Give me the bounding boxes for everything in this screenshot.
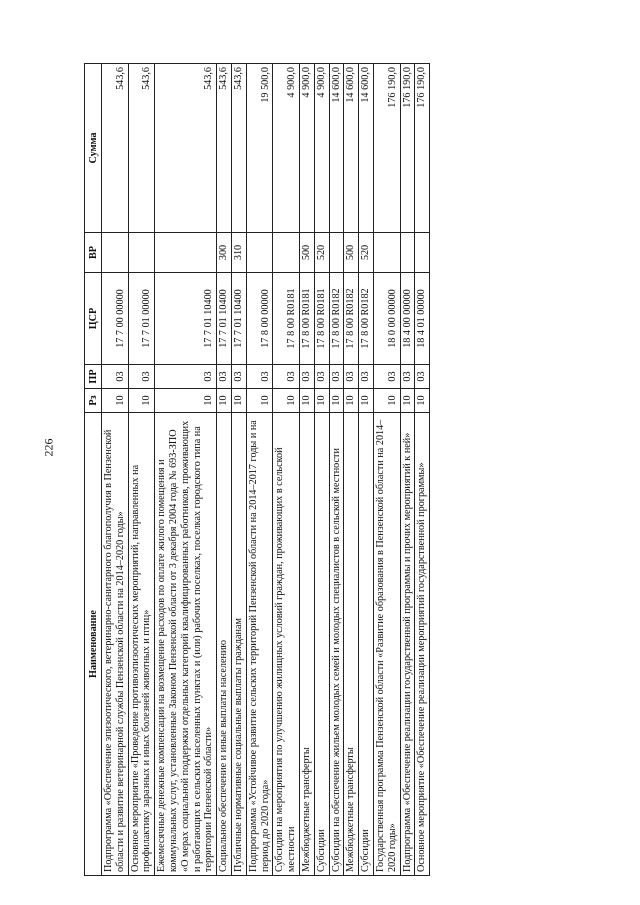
table-row: [231, 64, 246, 876]
cell-sum: 4 900,0: [273, 64, 300, 233]
cell-vr: [400, 233, 415, 273]
cell-pr: 03: [246, 365, 273, 389]
table-body: [102, 64, 430, 876]
cell-name: Субсидии: [359, 413, 374, 876]
table-row: [128, 64, 155, 876]
cell-vr: 500: [299, 233, 314, 273]
cell-csr: 17 7 01 10400: [217, 273, 232, 365]
header-name: Наименование: [85, 413, 102, 876]
cell-sum: 4 900,0: [299, 64, 314, 233]
table-row: [314, 64, 329, 876]
cell-vr: [373, 233, 400, 273]
cell-pr: 03: [102, 365, 129, 389]
cell-csr: 18 4 00 00000: [400, 273, 415, 365]
cell-sum: 4 900,0: [314, 64, 329, 233]
cell-pr: 03: [128, 365, 155, 389]
cell-vr: [329, 233, 344, 273]
table-row: [246, 64, 273, 876]
cell-rz: 10: [128, 389, 155, 413]
table-row: [299, 64, 314, 876]
cell-name: Основное мероприятие «Обеспечение реализации мероприятий государственной программы»: [415, 413, 430, 876]
cell-name: Подпрограмма «Обеспечение реализации государственной программы и прочих мероприятий к ней»: [400, 413, 415, 876]
cell-pr: 03: [344, 365, 359, 389]
cell-vr: [102, 233, 129, 273]
cell-name: Подпрограмма «Обеспечение эпизоотического, ветеринарно-санитарного благополучия в Пензенской области и развитие ветеринарной службы Пензенской области на 2014–2020 годы»: [102, 413, 129, 876]
cell-sum: 543,6: [128, 64, 155, 233]
cell-sum: 176 190,0: [415, 64, 430, 233]
cell-rz: 10: [415, 389, 430, 413]
header-pr: ПР: [85, 365, 102, 389]
cell-pr: 03: [217, 365, 232, 389]
cell-vr: [128, 233, 155, 273]
cell-sum: 14 600,0: [329, 64, 344, 233]
cell-rz: 10: [155, 389, 217, 413]
table-row: [329, 64, 344, 876]
cell-rz: 10: [299, 389, 314, 413]
cell-vr: [415, 233, 430, 273]
cell-pr: 03: [359, 365, 374, 389]
cell-pr: 03: [231, 365, 246, 389]
cell-csr: 17 7 01 00000: [128, 273, 155, 365]
cell-csr: 18 4 01 00000: [415, 273, 430, 365]
cell-name: Субсидии на обеспечение жильем молодых семей и молодых специалистов в сельской местности: [329, 413, 344, 876]
cell-csr: 17 8 00 R0181: [314, 273, 329, 365]
cell-sum: 543,6: [102, 64, 129, 233]
cell-name: Основное мероприятие «Проведение противоэпизоотических мероприятий, направленных на профилактику заразных и иных болезней животных и птиц»: [128, 413, 155, 876]
cell-sum: 543,6: [217, 64, 232, 233]
cell-rz: 10: [246, 389, 273, 413]
cell-pr: 03: [273, 365, 300, 389]
cell-vr: [246, 233, 273, 273]
cell-rz: 10: [273, 389, 300, 413]
cell-rz: 10: [102, 389, 129, 413]
cell-csr: 17 7 01 10400: [155, 273, 217, 365]
cell-csr: 17 8 00 R0182: [359, 273, 374, 365]
cell-csr: 17 8 00 R0182: [344, 273, 359, 365]
cell-rz: 10: [217, 389, 232, 413]
header-sum: Сумма: [85, 64, 102, 233]
cell-vr: 520: [314, 233, 329, 273]
table-row: [102, 64, 129, 876]
cell-rz: 10: [329, 389, 344, 413]
cell-csr: 17 8 00 00000: [246, 273, 273, 365]
cell-rz: 10: [231, 389, 246, 413]
cell-sum: 543,6: [155, 64, 217, 233]
cell-rz: 10: [344, 389, 359, 413]
cell-name: Межбюджетные трансферты: [299, 413, 314, 876]
cell-pr: 03: [314, 365, 329, 389]
budget-table: [84, 63, 430, 876]
cell-sum: 14 600,0: [344, 64, 359, 233]
cell-pr: 03: [415, 365, 430, 389]
cell-pr: 03: [329, 365, 344, 389]
cell-csr: 17 8 00 R0181: [299, 273, 314, 365]
header-rz: Рз: [85, 389, 102, 413]
cell-pr: 03: [299, 365, 314, 389]
table-row: [217, 64, 232, 876]
cell-sum: 543,6: [231, 64, 246, 233]
cell-name: Государственная программа Пензенской области «Развитие образования в Пензенской области на 2014–2020 годы»: [373, 413, 400, 876]
table-row: [273, 64, 300, 876]
cell-vr: 310: [231, 233, 246, 273]
cell-sum: 176 190,0: [400, 64, 415, 233]
cell-csr: 17 8 00 R0181: [273, 273, 300, 365]
page-number: 226: [41, 438, 56, 457]
cell-name: Публичные нормативные социальные выплаты гражданам: [231, 413, 246, 876]
table-row: [344, 64, 359, 876]
cell-csr: 17 8 00 R0182: [329, 273, 344, 365]
cell-rz: 10: [314, 389, 329, 413]
cell-vr: [155, 233, 217, 273]
cell-sum: 19 500,0: [246, 64, 273, 233]
table-row: [359, 64, 374, 876]
cell-name: Ежемесячные денежные компенсации на возмещение расходов по оплате жилого помещения и коммунальных услуг, установленные Законом Пензенской области от 3 декабря 2004 года № 693-ЗПО «О мерах социальной поддержки отдельных категорий квалифицированных работников, проживающих и работающих в сельских населенных пунктах и (или) рабочих поселках, поселках городского типа на территории Пензенской области»: [155, 413, 217, 876]
cell-rz: 10: [373, 389, 400, 413]
cell-sum: 14 600,0: [359, 64, 374, 233]
cell-pr: 03: [400, 365, 415, 389]
cell-pr: 03: [155, 365, 217, 389]
cell-vr: 520: [359, 233, 374, 273]
table-row: [400, 64, 415, 876]
table-header-row: [85, 64, 102, 876]
cell-rz: 10: [359, 389, 374, 413]
table-row: [155, 64, 217, 876]
cell-csr: 18 0 00 00000: [373, 273, 400, 365]
cell-csr: 17 7 00 00000: [102, 273, 129, 365]
cell-vr: [273, 233, 300, 273]
cell-name: Социальное обеспечение и иные выплаты населению: [217, 413, 232, 876]
header-csr: ЦСР: [85, 273, 102, 365]
table-row: [415, 64, 430, 876]
cell-name: Субсидии на мероприятия по улучшению жилищных условий граждан, проживающих в сельской местности: [273, 413, 300, 876]
rotated-page: [84, 64, 550, 876]
header-vr: ВР: [85, 233, 102, 273]
cell-csr: 17 7 01 10400: [231, 273, 246, 365]
cell-pr: 03: [373, 365, 400, 389]
cell-rz: 10: [400, 389, 415, 413]
cell-name: Субсидии: [314, 413, 329, 876]
cell-sum: 176 190,0: [373, 64, 400, 233]
cell-vr: 300: [217, 233, 232, 273]
cell-name: Межбюджетные трансферты: [344, 413, 359, 876]
table-row: [373, 64, 400, 876]
cell-name: Подпрограмма «Устойчивое развитие сельских территорий Пензенской области на 2014–2017 годы и на период до 2020 года»: [246, 413, 273, 876]
cell-vr: 500: [344, 233, 359, 273]
